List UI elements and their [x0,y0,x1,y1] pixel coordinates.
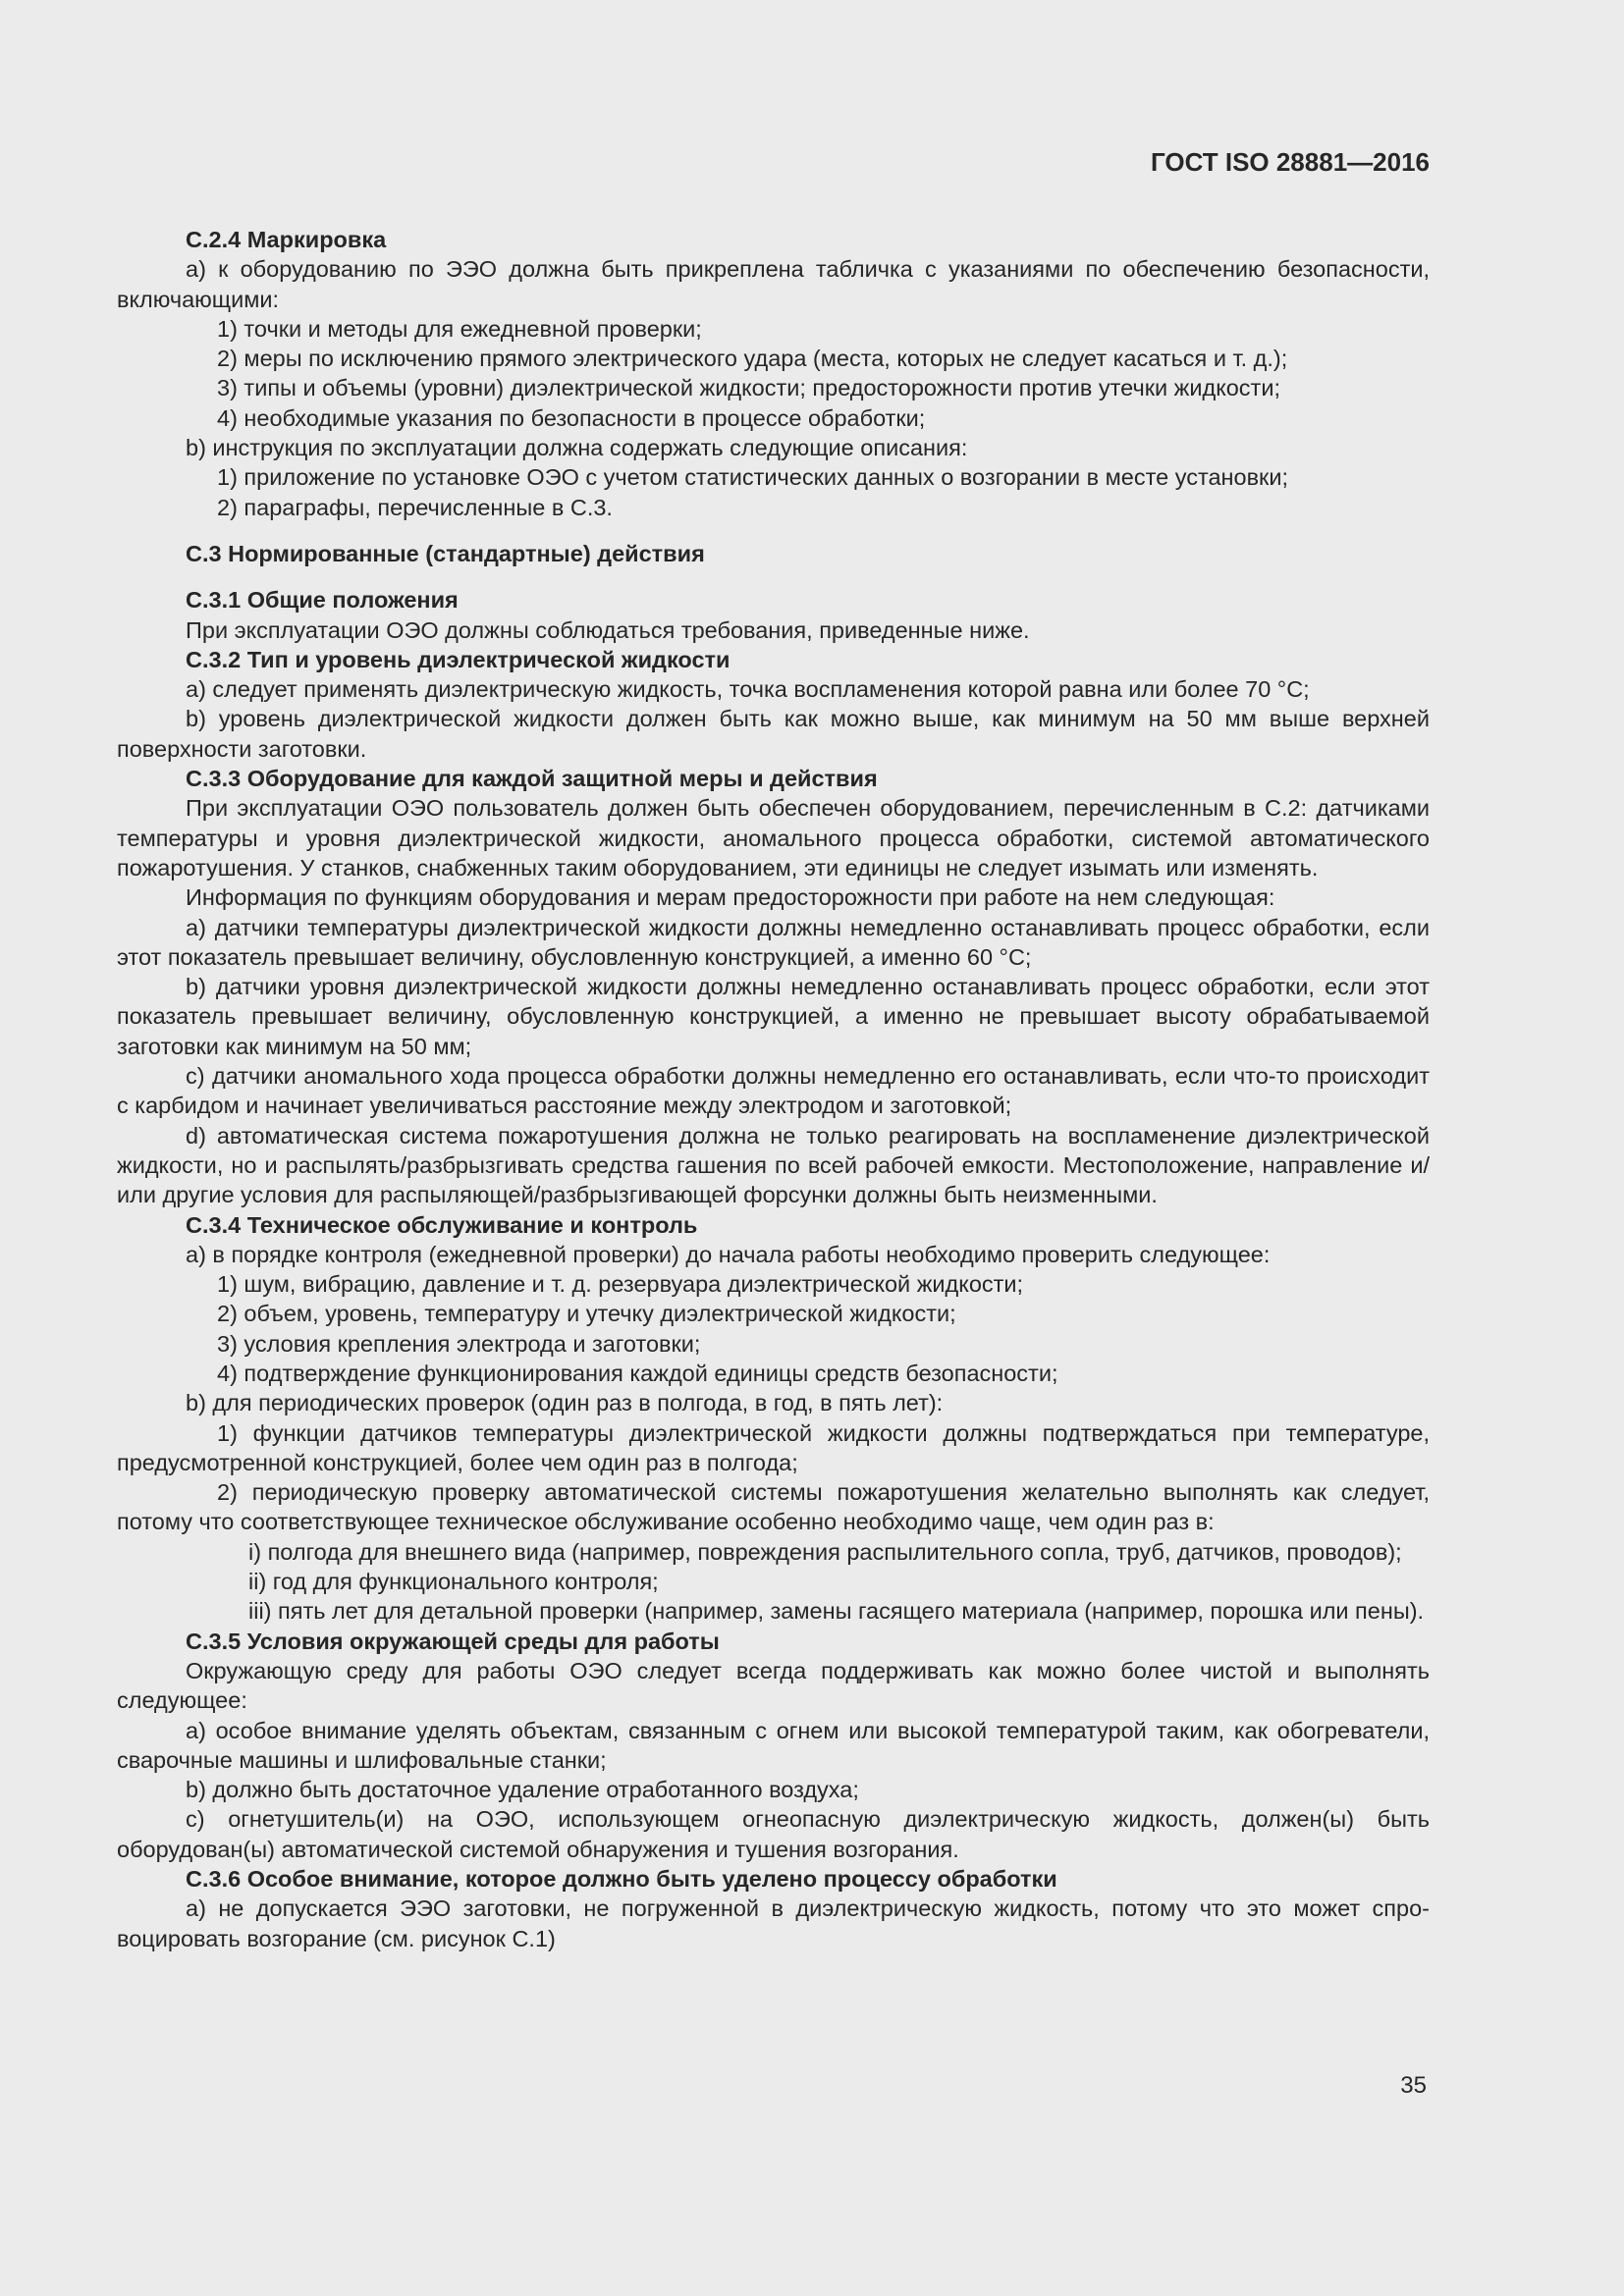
body-paragraph: 3) условия крепления электрода и заготовки; [217,1330,701,1357]
section-heading: С.3.2 Тип и уровень диэлектрической жидкости [186,646,731,672]
body-paragraph: При эксплуатации ОЭО должны соблюдаться требования, приведенные ниже. [186,616,1030,643]
body-paragraph: 2) периодическую проверку автоматической системы пожаротушения желательно выполнять как следует, потому что соответствующее техническое обслуживание особенно необходимо чаще, чем один раз в: [117,1479,1430,1535]
body-paragraph: c) огнетушитель(и) на ОЭО, использующем огнеопасную диэлектрическую жидкость, должен(ы) быть оборудован(ы) автоматической системой обнаружения и тушения возгорания. [117,1806,1430,1862]
section-heading: С.3.4 Техническое обслуживание и контроль [186,1211,698,1238]
body-paragraph: При эксплуатации ОЭО пользователь должен быть обеспечен оборудованием, перечисленным в С.2: датчиками температуры и уровня диэлектрической жидкости, аномального процесса обработки, системой автоматического пожаротушения. У станков, снабженных таким оборудованием, эти единицы не следует изымать или изменять. [117,795,1430,881]
section-heading: С.3.6 Особое внимание, которое должно быть уделено процессу обработки [186,1866,1057,1893]
document-body [117,225,1430,1953]
section-heading: С.3.3 Оборудование для каждой защитной меры и действия [186,766,878,792]
body-paragraph: b) должно быть достаточное удаление отработанного воздуха; [186,1777,859,1803]
body-paragraph: c) датчики аномального хода процесса обработки должны немедленно его останавливать, если что-то происходит с карбидом и начинает увеличиваться расстояние между электродом и заготовкой; [117,1063,1430,1119]
body-paragraph: ii) год для функционального контроля; [248,1569,659,1595]
section-heading: C.2.4 Маркировка [186,227,387,252]
body-paragraph: a) следует применять диэлектрическую жидкость, точка воспламенения которой равна или более 70 °С; [186,676,1310,703]
body-paragraph: d) автоматическая система пожаротушения должна не только реагировать на воспламенение диэлектрической жидкости, но и распылять/разбрызгивать средства гашения по всей рабочей емкости. Местоположение, направление и/или другие условия для распыляющей/разбрызгивающей форсунки должны быть неизменными. [117,1122,1430,1208]
body-paragraph: 1) функции датчиков температуры диэлектрической жидкости должны подтверждаться при температуре, предусмотренной конструкцией, более чем один раз в полгода; [117,1419,1430,1475]
body-paragraph: a) датчики температуры диэлектрической жидкости должны немедленно останавливать процесс обработки, если этот показатель превышает величину, обусловленную конструкцией, а именно 60 °С; [117,914,1430,970]
body-paragraph: 2) меры по исключению прямого электрического удара (места, которых не следует касаться и т. д.); [217,346,1288,372]
body-paragraph: b) датчики уровня диэлектрической жидкости должны немедленно останавливать процесс обработки, если этот показатель превышает величину, обусловленную конструкцией, а именно не превышает высоту обрабатываемой заготовки как минимум на 50 мм; [117,974,1430,1059]
body-paragraph: a) не допускается ЭЭО заготовки, не погруженной в диэлектрическую жидкость, потому что это может спровоцировать возгорание (см. рисунок С.1) [117,1896,1430,1951]
body-paragraph: 2) параграфы, перечисленные в С.3. [217,494,613,520]
body-paragraph: b) инструкция по эксплуатации должна содержать следующие описания: [186,435,968,461]
body-paragraph: i) полгода для внешнего вида (например, повреждения распылительного сопла, труб, датчиков, проводов); [248,1538,1402,1565]
body-paragraph: 3) типы и объемы (уровни) диэлектрической жидкости; предосторожности против утечки жидкости; [217,375,1280,401]
body-paragraph: Информация по функциям оборудования и мерам предосторожности при работе на нем следующая: [186,884,1275,911]
body-paragraph: a) к оборудованию по ЭЭО должна быть прикреплена табличка с указаниями по обеспечению безопасности, включающими: [117,256,1430,312]
body-paragraph: a) особое внимание уделять объектам, связанным с огнем или высокой температурой таким, как обогреватели, сварочные машины и шлифовальные станки; [117,1717,1430,1773]
section-heading: С.3.5 Условия окружающей среды для работы [186,1628,720,1654]
body-paragraph: iii) пять лет для детальной проверки (например, замены гасящего материала (например, порошка или пены). [248,1598,1425,1625]
body-paragraph: 1) шум, вибрацию, давление и т. д. резервуара диэлектрической жидкости; [217,1271,1024,1298]
document-code-header: ГОСТ ISO 28881—2016 [1150,147,1430,177]
body-paragraph: b) для периодических проверок (один раз в полгода, в год, в пять лет): [186,1390,944,1416]
section-heading: С.3 Нормированные (стандартные) действия [186,540,705,566]
body-paragraph: a) в порядке контроля (ежедневной проверки) до начала работы необходимо проверить следующее: [186,1241,1271,1267]
page-number: 35 [1400,2072,1427,2099]
body-paragraph: 1) точки и методы для ежедневной проверки; [217,315,702,342]
body-paragraph: 1) приложение по установке ОЭО с учетом статистических данных о возгорании в месте установки; [217,464,1288,491]
section-heading: С.3.1 Общие положения [186,587,459,614]
body-paragraph: 4) подтверждение функционирования каждой единицы средств безопасности; [217,1360,1058,1386]
body-paragraph: b) уровень диэлектрической жидкости должен быть как можно выше, как минимум на 50 мм выше верхней поверхности заготовки. [117,706,1430,762]
body-paragraph: 4) необходимые указания по безопасности в процессе обработки; [217,404,926,431]
body-paragraph: 2) объем, уровень, температуру и утечку диэлектрической жидкости; [217,1301,956,1327]
body-paragraph: Окружающую среду для работы ОЭО следует всегда поддерживать как можно более чистой и выполнять следующее: [117,1657,1430,1714]
